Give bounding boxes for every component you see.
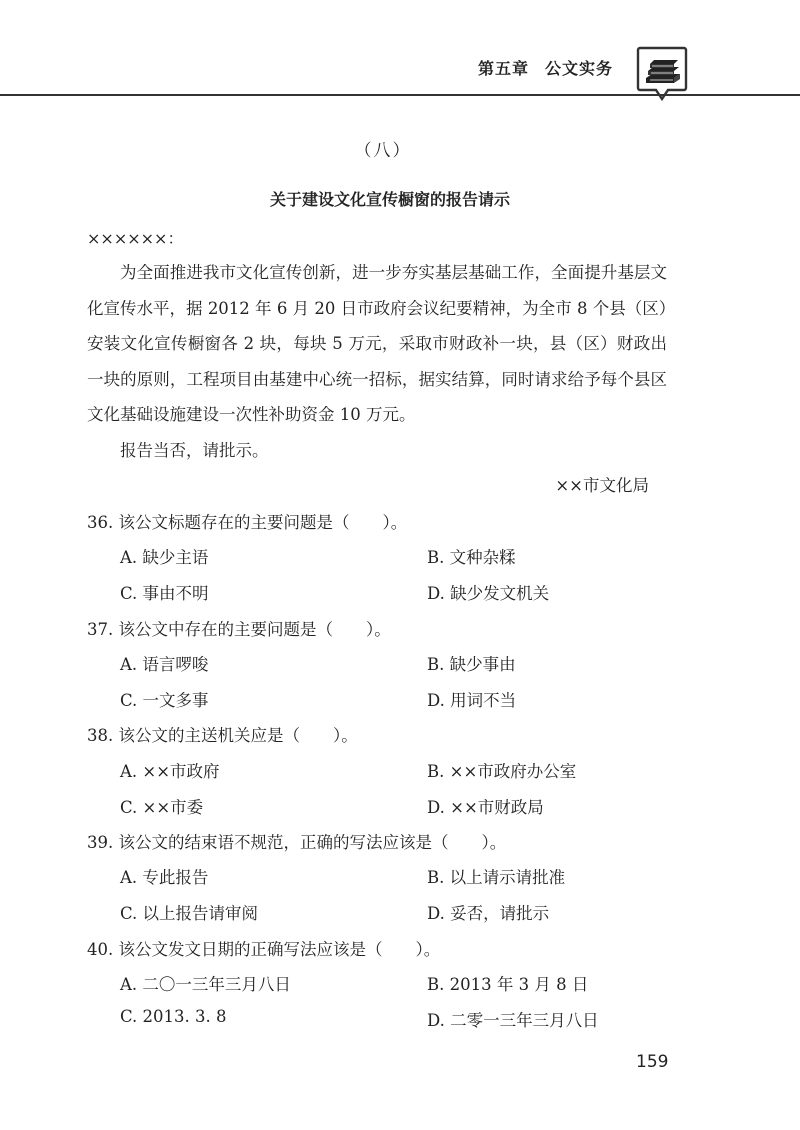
- option-40-b: B. 2013 年 3 月 8 日: [427, 975, 589, 994]
- option-36-b: B. 文种杂糅: [427, 548, 516, 567]
- option-38-b: B. ××市政府办公室: [427, 762, 577, 781]
- chapter-header: [478, 56, 613, 79]
- header-divider: [0, 94, 800, 96]
- option-39-c: C. 以上报告请审阅: [120, 904, 259, 923]
- document-signature: ××市文化局: [555, 476, 649, 495]
- option-38-a: A. ××市政府: [120, 762, 220, 781]
- option-39-a: A. 专此报告: [120, 868, 209, 887]
- option-37-b: B. 缺少事由: [427, 655, 516, 674]
- question-38: 38. 该公文的主送机关应是（ ）。: [87, 726, 358, 745]
- option-39-b: B. 以上请示请批准: [427, 868, 566, 887]
- document-label: （八）: [354, 141, 412, 161]
- option-40-c: C. 2013. 3. 8: [120, 1007, 227, 1026]
- option-38-c: C. ××市委: [120, 798, 204, 817]
- option-37-c: C. 一文多事: [120, 691, 209, 710]
- section-label-header: 公文实务: [545, 59, 614, 78]
- document-title: 关于建设文化宣传橱窗的报告请示: [269, 190, 510, 209]
- document-closing: 报告当否，请批示。: [120, 441, 269, 460]
- option-36-d: D. 缺少发文机关: [427, 584, 550, 603]
- option-40-a: A. 二〇一三年三月八日: [120, 975, 291, 994]
- chapter-label: 第五章: [478, 59, 530, 78]
- page-number: 159: [636, 1052, 669, 1072]
- option-40-d: D. 二零一三年三月八日: [427, 1011, 599, 1030]
- option-36-a: A. 缺少主语: [120, 548, 209, 567]
- option-39-d: D. 妥否，请批示: [427, 904, 550, 923]
- question-40: 40. 该公文发文日期的正确写法应该是（ ）。: [87, 940, 441, 959]
- option-38-d: D. ××市财政局: [427, 798, 544, 817]
- option-37-a: A. 语言啰唆: [120, 655, 209, 674]
- question-39: 39. 该公文的结束语不规范，正确的写法应该是（ ）。: [87, 833, 507, 852]
- question-37: 37. 该公文中存在的主要问题是（ ）。: [87, 620, 391, 639]
- document-addressee: ××××××：: [87, 229, 184, 248]
- option-37-d: D. 用词不当: [427, 691, 517, 710]
- question-36: 36. 该公文标题存在的主要问题是（ ）。: [87, 513, 408, 532]
- document-body: 为全面推进我市文化宣传创新，进一步夯实基层基础工作，全面提升基层文化宣传水平，据 2012 年 6 月 20 日市政府会议纪要精神，为全市 8 个县（区）安装文化宣传橱窗各 2 块，每块 5 万元，采取市财政补一块，县（区）财政出一块的原则，工程项目由基建中心统一招标，据实结算，同时请求给予每个县区文化基础设施建设一次性补助资金 10 万元。: [87, 263, 667, 424]
- option-36-c: C. 事由不明: [120, 584, 209, 603]
